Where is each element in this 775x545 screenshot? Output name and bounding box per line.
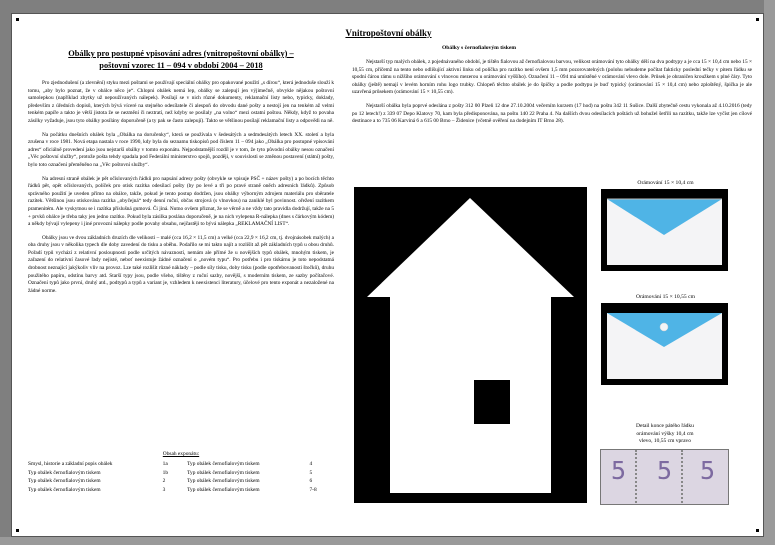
right-paragraph: Nejstarší typ malých obálek, z pojednávaného období, je tištěn fialovou až černofialovou barvou, velikost orámování tyto obálky dělí na dva podtypy a je cca 15 × 10,4 cm nebo 15 × 10,55 cm, přičemž na tento nebo odlišující aktivní linku od políčka pro razítko není ovšem 1,5 mm pozorovatelných (polohu nebudeme počítat fakticky poslední tečky v pitem řádku se spodní čárou rámu u nižšího orámování s vlnovou mezerou u orámování vyššího). Označení 11 – 094 má umístěné v orámování vlevo dole. Průsek je ohraničen kroužkem s plné čáry. Tyto obálky (ještě) nemají v levém horním rohu logo trubky. Chlopeň těchto obálek je do špičky a podle podtypu je buď typický (orámování 15 × 10,4 cm) nebo zploštěný, špička je ale uzavřená průsekem (orámování 15 × 10,55 cm). bbox=[352, 59, 752, 96]
contents-cell: 1a bbox=[162, 461, 168, 467]
right-paragraph: Nejstarší obálka byla poprvé odeslána z pošty 312 00 Plzeň 12 dne 27.10.2004 večerním kurzem (17 hod) na poštu 342 11 Sušice. Další zbytečně cestu vykonala až 4.10.2016 (tedy po 12 letech!) z 339 07 Depo Klatovy 70, kam byla předisponována, na poštu 140 22 Praha 4. Na dalších dvou odesílacích poštách už bohužel šetřili na razítku, takže lze vyčíst jen cílové destinace a to 735 06 Karviná 6 a 615 00 Brno – Židenice (včetně ověření na dodejním IT Brno 28). bbox=[352, 102, 752, 125]
left-heading-line-1: Obálky pro postupné vpisování adres (vnitropoštovní obálky) – bbox=[68, 49, 294, 58]
contents-cell: Typ obálek černofialovým tiskem bbox=[187, 486, 260, 493]
left-heading-line-2: poštovní vzorec 11 – 094 v období 2004 – 2018 bbox=[99, 61, 263, 70]
contents-cell: Typ obálek černofialovým tiskem bbox=[28, 469, 101, 476]
left-paragraph: Na počátku dnešních obálek byla „Obálka na doručenky“, která se používala v šedesátých a sedmdesátých letech XX. století a byla zrušena v roce 1981. Nová etapa nastala v roce 1990, kdy byla do seznamu tiskopisů pod číslem 11 – 094 jako „Obálka pro postupné vpisování adres“ oficiálně provedení jako jsou nejstarší obálky v tomto exponátu. Nejpodstatnější rozdíl je v tom, že tyto původní obálky nesou označení „Věc poštovní služby“, protože pošta tehdy spadala pod Federální ministerstvo spojů, později, v souvislosti se změnou postavení (státní) pošty, bylo toto označení přeměněno na „Věc poštovní služby“. bbox=[28, 131, 334, 168]
envelope-2-hole bbox=[660, 323, 668, 331]
contents-cell: Smysl, historie a základní popis obálek bbox=[28, 461, 113, 467]
window-edge-right bbox=[764, 0, 775, 545]
house-wall bbox=[390, 297, 551, 493]
page-title: Vnitropoštovní obálky bbox=[345, 28, 432, 38]
contents-cell: Typ obálek černofialovým tiskem bbox=[187, 478, 260, 485]
envelope-caption-2: Orámování 15 × 10,55 cm bbox=[636, 294, 695, 300]
house-graphic bbox=[354, 187, 587, 503]
window-edge-bottom bbox=[0, 537, 775, 545]
document-page bbox=[11, 13, 764, 537]
exhibit-contents bbox=[28, 451, 334, 495]
corner-mark bbox=[16, 18, 19, 21]
contents-cell: Typ obálek černofialovým tiskem bbox=[28, 478, 101, 485]
contents-cell: Typ obálek černofialovým tiskem bbox=[187, 469, 260, 476]
envelope-stamp-2 bbox=[601, 294, 730, 385]
envelope-placeholder-house bbox=[354, 187, 587, 503]
envelope-1-graphic bbox=[601, 189, 728, 271]
contents-title: Obsah exponátu: bbox=[162, 451, 200, 457]
envelope-image-1 bbox=[601, 189, 728, 271]
envelope-image-2 bbox=[601, 303, 728, 385]
contents-table bbox=[28, 461, 334, 495]
detail-caption bbox=[594, 423, 736, 446]
detail-digit: 5 bbox=[657, 456, 673, 485]
contents-cell: 4 bbox=[309, 461, 313, 467]
detail-caption-line-3: vlevo, 10,55 cm vpravo bbox=[638, 438, 692, 445]
contents-row bbox=[28, 470, 334, 479]
detail-digit: 5 bbox=[700, 456, 716, 485]
detail-caption-line-1: Detail konce pátého řádku bbox=[636, 423, 694, 429]
house-roof bbox=[367, 198, 574, 297]
right-body-text bbox=[352, 59, 752, 179]
left-paragraph: Obálky jsou ve dvou základních druzích dle velikosti – malé (cca 16,2 × 11,5 cm) a velké (cca 22,9 × 16,2 cm, tj. dvojnásobek malých) a oba druhy jsou v několika typech dle doby zavedení do tisku a oběhu. Podařilo se mi takto najít a rozlišit až pět základních typů u obou druhů. Pořadí typů vychází z relativní posloupnosti podle určitých návazností, nemám ale přímé že u novějších typů obálek, mnohým tiskem, je zařazení do relativní časové řady nejisté, neboť neexistuje žádné označení o „novém typu“. Pro potřebu i pro tiskárnu je toto nepodstatná drobnost neznající jakýkoliv vliv na provoz. Lze také rozlišit různé náklady – podle síly tisku, doby tisku (podle opotřebovanosti štočků), druhu použitého papíru, odstínu barvy atd. Starší typy jsou, podle všeho, tištěny z ruční sazby, novější, s moderním tiskem, ze sazby počítačové. Označení typů jako první, druhý atd., podtypů a typů a variant je, vzhledem k neexistenci literatury, účelové pro tento exponát a nezaložené na žádné norme. bbox=[28, 234, 334, 294]
detail-image bbox=[600, 449, 729, 505]
corner-mark bbox=[16, 529, 19, 532]
contents-row bbox=[28, 487, 334, 496]
contents-cell: 7-8 bbox=[309, 486, 317, 493]
detail-dotted-line bbox=[681, 450, 683, 505]
corner-mark bbox=[756, 529, 759, 532]
detail-caption-line-2: orámování výšky 10,4 cm bbox=[636, 430, 694, 437]
envelope-2-graphic bbox=[601, 303, 728, 385]
contents-cell: 5 bbox=[309, 469, 313, 476]
corner-mark bbox=[756, 18, 759, 21]
detail-dotted-line bbox=[635, 450, 637, 505]
contents-cell: Typ obálek černofialovým tiskem bbox=[187, 461, 260, 467]
house-window bbox=[474, 380, 510, 424]
contents-cell: 6 bbox=[309, 478, 313, 485]
contents-cell: 1b bbox=[162, 469, 169, 476]
contents-cell: Typ obálek černofialovým tiskem bbox=[28, 486, 101, 493]
contents-row bbox=[28, 461, 334, 470]
left-body-text bbox=[28, 80, 334, 446]
left-section-heading bbox=[28, 48, 334, 72]
envelope-stamp-1 bbox=[601, 180, 730, 271]
contents-cell: 2 bbox=[162, 478, 166, 485]
envelope-caption-1: Orámování 15 × 10,4 cm bbox=[637, 180, 694, 186]
right-section-heading: Obálky s černofialovým tiskem bbox=[441, 45, 517, 51]
detail-digit: 5 bbox=[611, 456, 627, 485]
left-paragraph: Pro zjednodušení (a zlevnění) styku mezi poštami se používají speciální obálky pro opakované použití „s dírou“, která jednoduše slouží k tomu, „aby bylo poznat, že v obálce něco je“. Chlopni obálek nemá lep, obálky se zalepují jen výjimečně, obvykle nějakou poštovní samolepkou (například zbytky už nepoužívaných nálepek). Posílají se v nich různé dokumenty, reklamační listy nebo, typicky, doklady, především z úředních dopisů, kterých bývá víceré na stejného odesílatele či alespoň do obvodu dané pošty a nestojí jen na tenkém až velmi tenkém papíře a takto je větší jistota že se nezmění či neztratí, než kdyby se posílaly „na volno“ mezi ostatní poštou. Někdy, když to povaha zásilky vyžaduje, jsou tyto obálky posílány doporučeně (a ty pak se často zalepují). Takto se většinou posílají reklamační listy a odpovědi na ně. bbox=[28, 80, 334, 124]
left-paragraph: Na adresní straně obálek je pět očíslovaných řádků pro napsání adresy pošty (obvykle se vpisuje PSČ + název pošty) a po bocích těchto řádků pět, opět očíslovaných, políček pro otisk razítka odesílací pošty (by po levé a tři po pravé straně oněch adresních řádků). Způsob správného použití je uveden přímo na obálce, takže, pokud je tento postup dodržen, jsou obálky výborným zdrojem materiálu pro sběratele razítek. Většinou jsou otiskována razítka „obyčejná“ tedy denní ruční, občas strojová (s vlnovkou) na zaniklé byl povinnost. ořežení razítkem pramenitém. Ale vyskytnou se i razítka příslušná gumová. Či jiná. Nutno ovšem přiznat, že se věrně a ne vždy tato pravidla dodržují, takže na 5 + prvků obálce je třeba taky jen jedno razítko. Pokud byla zásilka poslána doporučeně, je na nich vylepena R-nálepka (dnes s čárkovým kódem) a někdy bývají vylepeny i jiné provozní nálepky podle povahy obsahu, nejčastěji to bývá nálepka „REKLAMAČNÍ LIST“. bbox=[28, 175, 334, 228]
contents-row bbox=[28, 478, 334, 487]
contents-cell: 3 bbox=[162, 486, 166, 493]
